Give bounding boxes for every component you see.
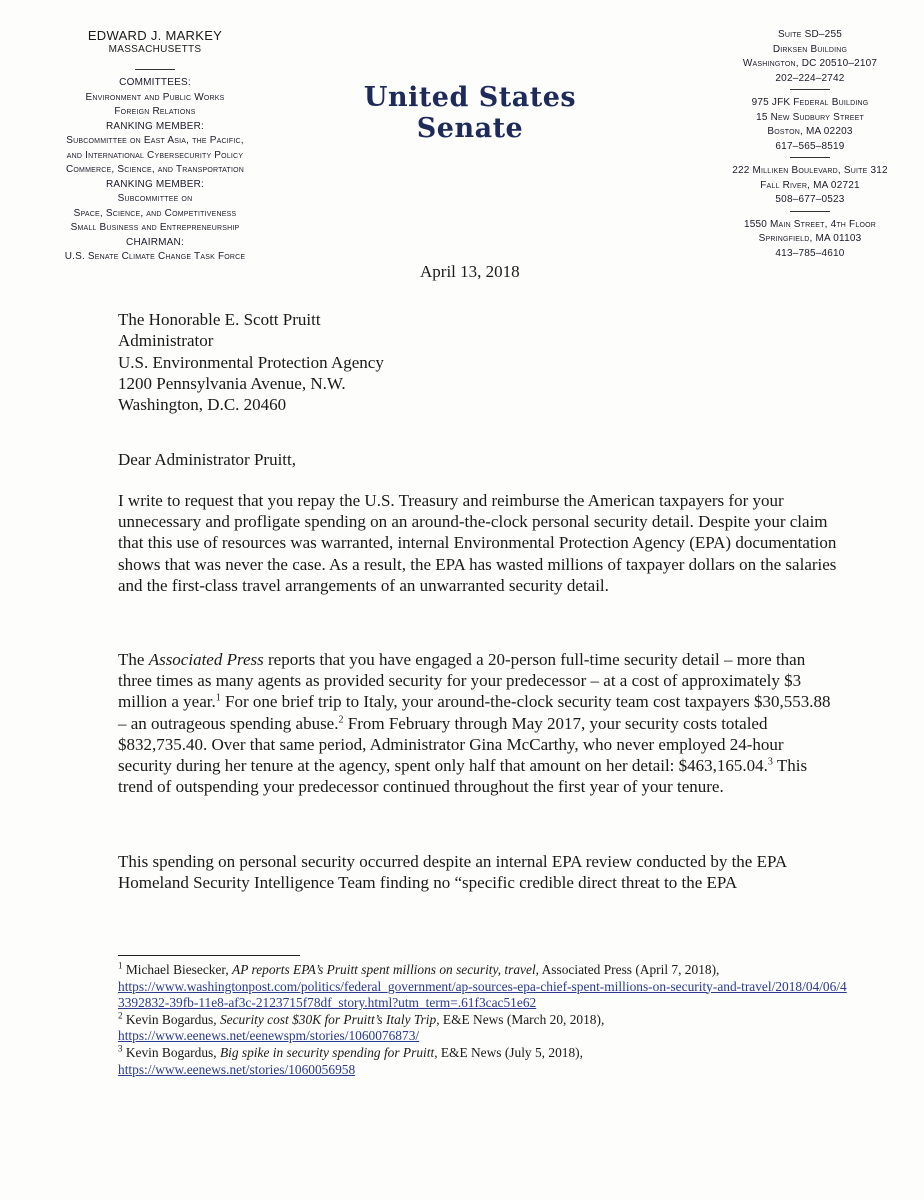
- office-dc: [730, 28, 890, 86]
- source-name: Associated Press: [148, 650, 264, 669]
- letterhead-title: United States Senate: [363, 82, 577, 144]
- committee-line: CHAIRMAN:: [126, 236, 184, 248]
- committees-label: COMMITTEES:: [119, 77, 191, 88]
- footnote-link[interactable]: https://www.eenews.net/eenewspm/stories/1060076873/: [118, 1028, 420, 1044]
- paragraph: [118, 649, 838, 797]
- footnote: [118, 1012, 848, 1045]
- footnote-ref: 1: [215, 692, 221, 704]
- committee-line: Commerce, Science, and Transportation: [65, 164, 244, 175]
- footnote-ref: 2: [338, 713, 344, 725]
- office-line: 617–565–8519: [775, 140, 845, 152]
- senator-state: MASSACHUSETTS: [108, 44, 202, 55]
- footnote-author: Michael Biesecker,: [122, 962, 233, 977]
- address-line: Administrator: [118, 331, 214, 351]
- footnote-source: , E&E News (July 5, 2018),: [434, 1044, 583, 1060]
- committee-line: RANKING MEMBER:: [105, 178, 204, 190]
- address-line: The Honorable E. Scott Pruitt: [118, 310, 321, 329]
- text-run: From February through May 2017, your security costs totaled $832,735.40. Over that same period, Administrator Gina McCarthy, who never employed 24-hour security during her tenure at the agency, spent only half that amount on her detail: $463,165.04.: [118, 713, 784, 776]
- divider: [135, 69, 175, 70]
- office-line: 1550 Main Street, 4th Floor: [744, 218, 876, 230]
- senator-name: EDWARD J. MARKEY: [87, 28, 223, 43]
- footnote: [118, 1045, 848, 1078]
- paragraph: This spending on personal security occurred despite an internal EPA review conducted by the EPA Homeland Security Intelligence Team finding no “specific credible direct threat to the EPA: [118, 852, 787, 893]
- footnote-link[interactable]: https://www.washingtonpost.com/politics/federal_government/ap-sources-epa-chief-spent-millions-on-security-and-travel/2018/04/06/43392832-39fb-11e8-af3c-2123715f78df_story.html?utm_term=.61f3cac51e62: [118, 978, 847, 1011]
- office-line: 222 Milliken Boulevard, Suite 312: [732, 165, 888, 176]
- office-line: 975 JFK Federal Building: [751, 97, 869, 108]
- committee-line: U.S. Senate Climate Change Task Force: [64, 251, 246, 262]
- office-boston: [730, 96, 890, 154]
- footnote-number: 2: [118, 1010, 123, 1021]
- committee-line: Space, Science, and Competitiveness: [73, 207, 237, 219]
- address-line: U.S. Environmental Protection Agency: [118, 352, 384, 372]
- paragraph: I write to request that you repay the U.S. Treasury and reimburse the American taxpayers for your unnecessary and profligate spending on an around-the-clock personal security detail. Despite your claim that this use of resources was warranted, internal Environmental Protection Agency (EPA) documentation shows that was never the case. As a result, the EPA has wasted millions of taxpayer dollars on the salaries and the first-class travel arrangements of an unwarranted security detail.: [118, 491, 837, 595]
- committee-line: Subcommittee on East Asia, the Pacific,: [66, 135, 244, 146]
- footnote-source: , Associated Press (April 7, 2018),: [535, 962, 720, 977]
- divider: [790, 157, 830, 158]
- committee-line: RANKING MEMBER:: [105, 120, 204, 132]
- office-line: Fall River, MA 02721: [760, 179, 860, 191]
- footnote-divider: [118, 955, 300, 956]
- office-line: Boston, MA 02203: [767, 126, 853, 137]
- footnote-number: 1: [118, 960, 123, 971]
- committee-line: Foreign Relations: [114, 106, 196, 117]
- office-fall-river: [730, 164, 890, 208]
- office-line: Dirksen Building: [772, 43, 848, 55]
- text-run: This trend of outspending your predecessor continued throughout the first year of your tenure.: [118, 756, 808, 797]
- office-springfield: [730, 218, 890, 262]
- address-line: 1200 Pennsylvania Avenue, N.W.: [118, 373, 346, 393]
- letterhead-right: [730, 28, 890, 261]
- text-run: The: [118, 650, 149, 669]
- footnote: [118, 962, 848, 1012]
- committee-list: [40, 76, 270, 265]
- office-line: Suite SD–255: [778, 29, 842, 40]
- office-line: Washington, DC 20510–2107: [742, 58, 878, 69]
- office-line: Springfield, MA 01103: [758, 233, 862, 244]
- text-run: For one brief trip to Italy, your around-the-clock security team cost taxpayers $30,553.88 – an outrageous spending abuse.: [118, 692, 831, 733]
- committee-line: Subcommittee on: [117, 193, 193, 204]
- footnote-ref: 3: [767, 756, 773, 768]
- office-line: 508–677–0523: [775, 194, 845, 205]
- footnote-author: Kevin Bogardus,: [122, 1011, 220, 1027]
- footnotes: [118, 962, 848, 1078]
- office-line: 202–224–2742: [775, 72, 845, 84]
- footnote-source: , E&E News (March 20, 2018),: [436, 1011, 605, 1027]
- footnote-title: Big spike in security spending for Pruitt: [219, 1044, 435, 1060]
- footnote-title: AP reports EPA’s Pruitt spent millions on security, travel: [232, 962, 536, 977]
- footnote-link[interactable]: https://www.eenews.net/stories/1060056958: [118, 1061, 356, 1077]
- footnote-author: Kevin Bogardus,: [122, 1044, 220, 1060]
- committee-line: Small Business and Entrepreneurship: [70, 222, 240, 233]
- letter-date: April 13, 2018: [420, 262, 520, 281]
- footnote-number: 3: [118, 1043, 123, 1054]
- committee-line: Environment and Public Works: [85, 91, 225, 103]
- office-line: 15 New Sudbury Street: [756, 111, 864, 123]
- salutation: Dear Administrator Pruitt,: [118, 450, 297, 469]
- address-line: Washington, D.C. 20460: [118, 395, 287, 415]
- committee-line: and International Cybersecurity Policy: [66, 149, 244, 161]
- divider: [790, 211, 830, 212]
- letterhead-left: [40, 28, 270, 265]
- text-run: reports that you have engaged a 20-person full-time security detail – more than three times as many agents as provided security for your predecessor – at a cost of approximately $3 million a year.: [118, 650, 806, 712]
- office-line: 413–785–4610: [775, 247, 845, 259]
- footnote-title: Security cost $30K for Pruitt’s Italy Trip: [219, 1011, 437, 1027]
- recipient-address: [118, 309, 384, 415]
- divider: [790, 89, 830, 90]
